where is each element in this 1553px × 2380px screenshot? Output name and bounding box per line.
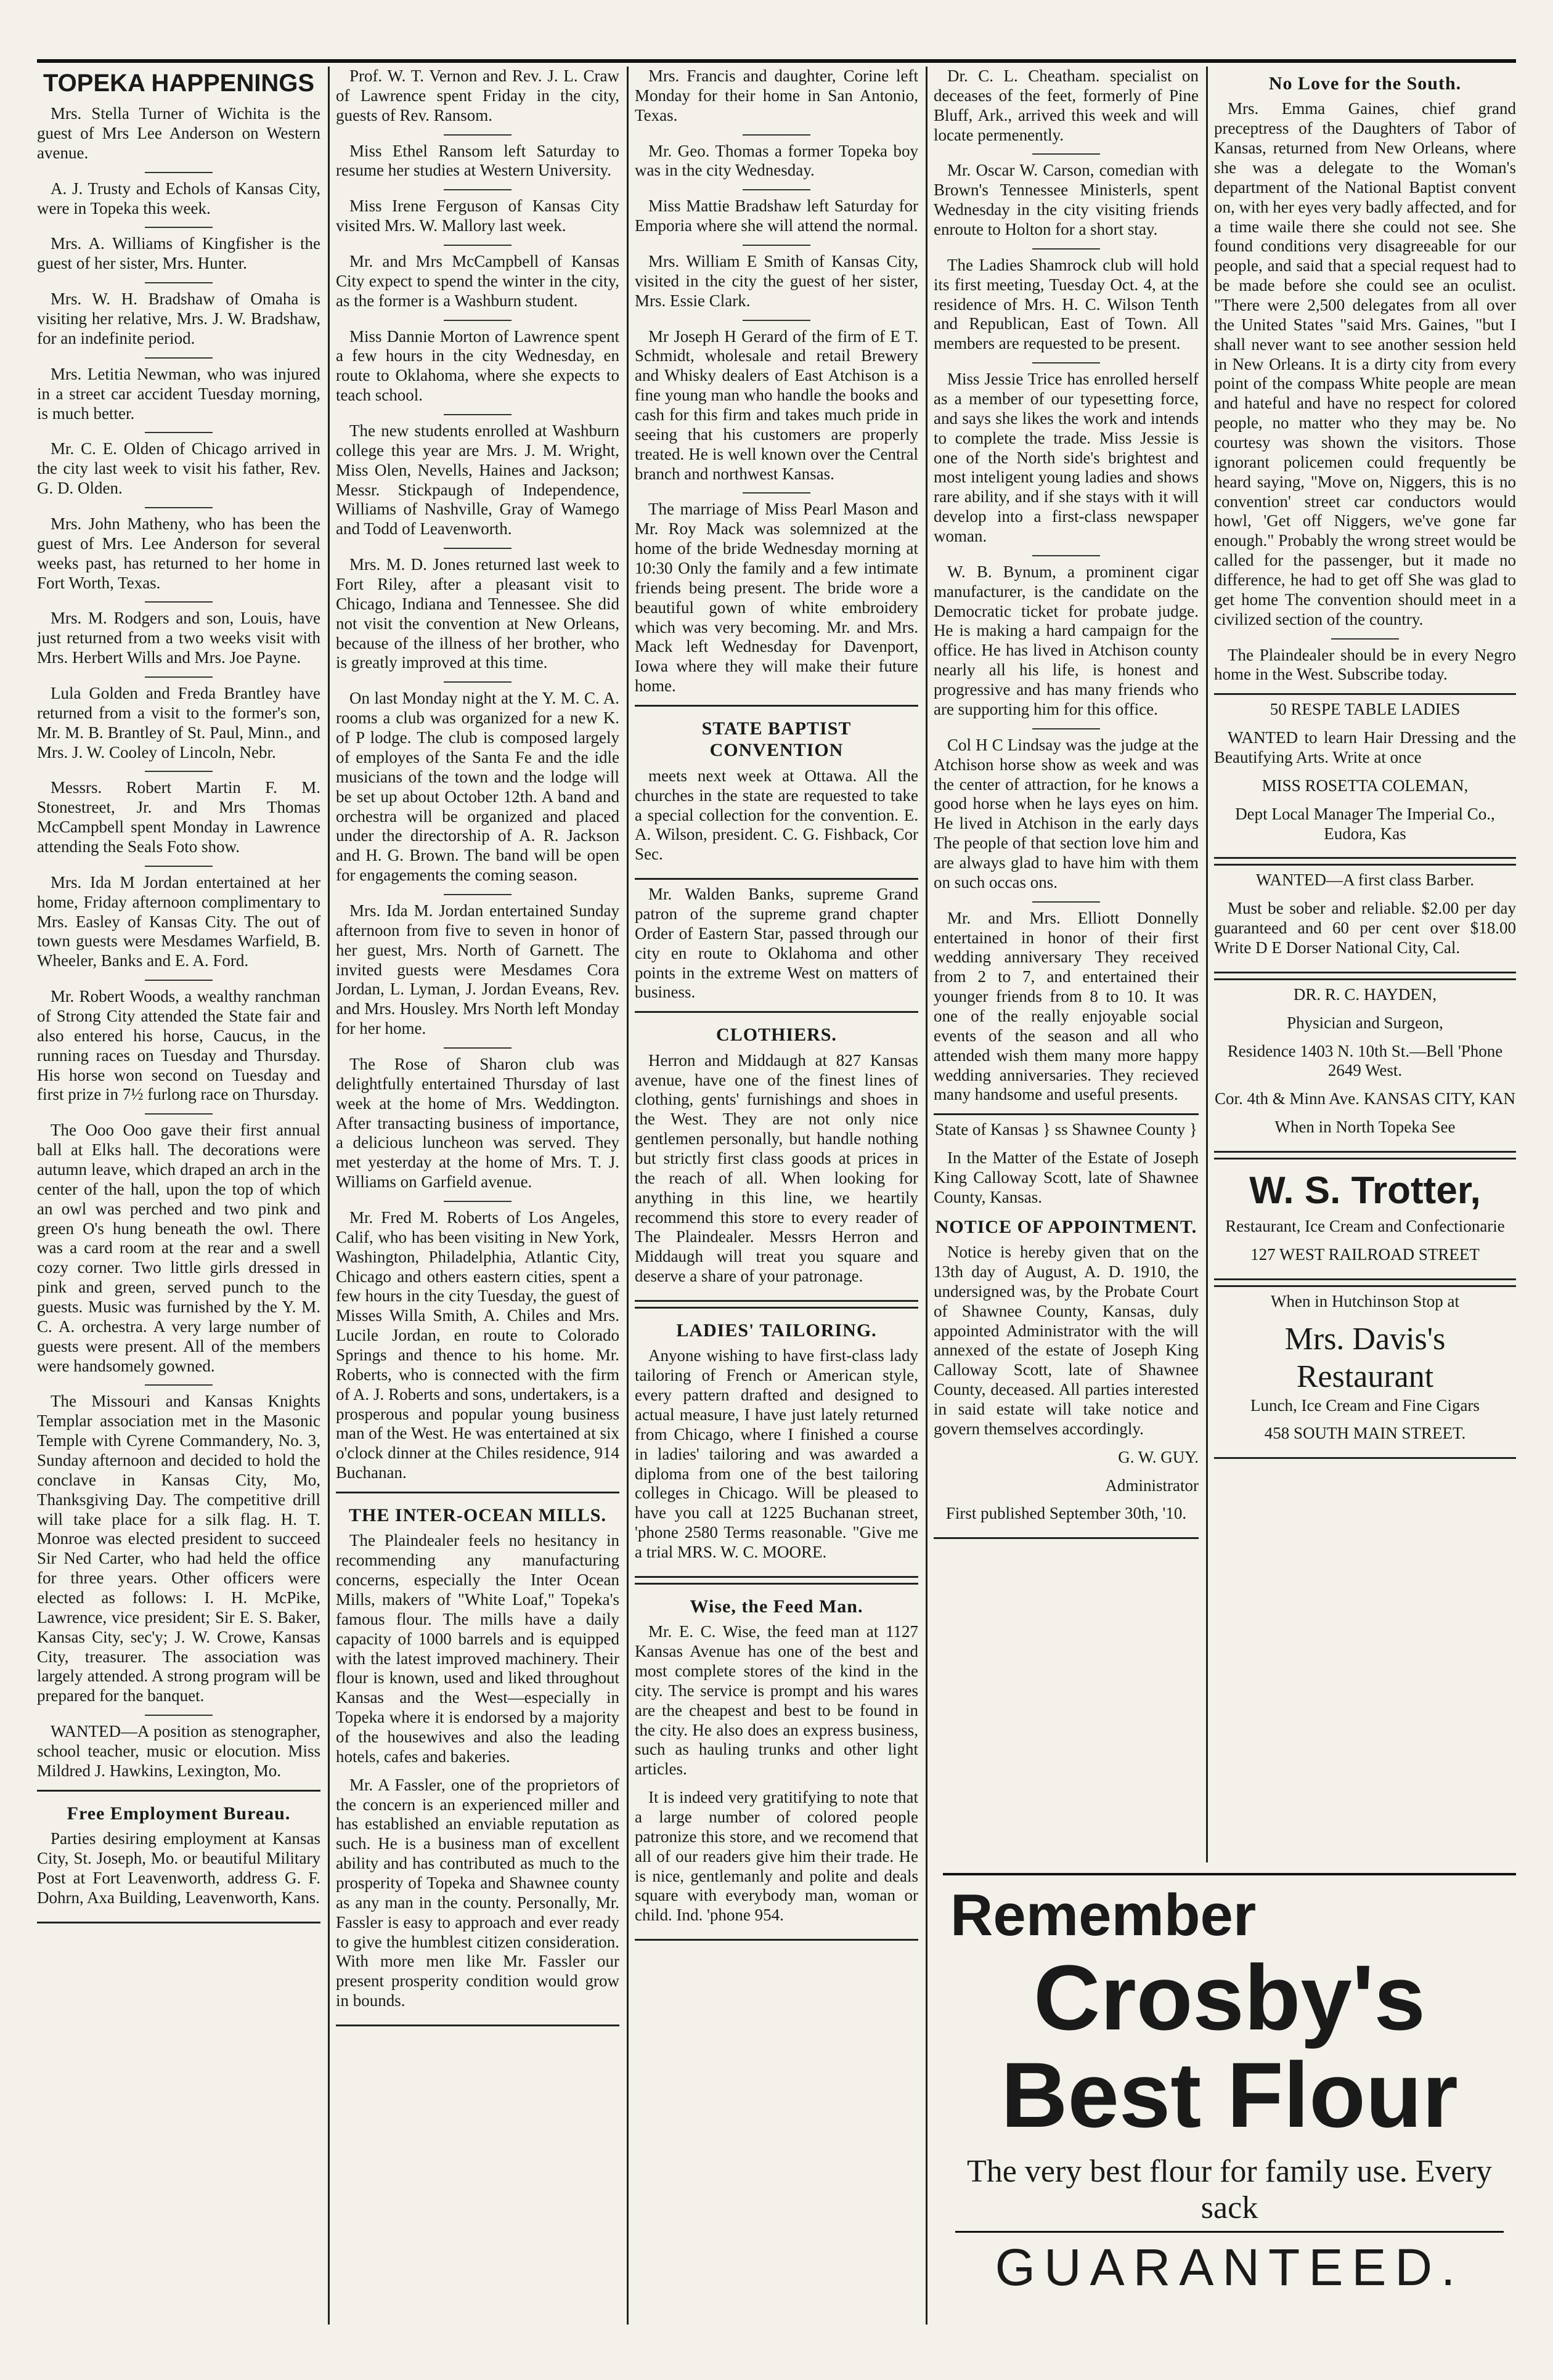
ad-title: Wise, the Feed Man. xyxy=(690,1596,863,1617)
ladies-tailoring-ad xyxy=(635,1307,918,1578)
separator xyxy=(1032,728,1100,729)
separator xyxy=(145,980,213,981)
subscribe-note: The Plaindealer should be in every Negro home in the West. Subscribe today. xyxy=(1214,645,1516,684)
separator xyxy=(743,189,810,190)
ad-text: Parties desiring employment at Kansas City, St. Joseph, Mo. or beautiful Military Post at Fort Leavenworth, address G. F. Dohrn, Axa Building, Leavenworth, Kans. xyxy=(37,1829,320,1907)
ad-text: Herron and Middaugh at 827 Kansas avenue, have one of the finest lines of clothing, gents' furnishings and shoes in the West. They are not only nice gentlemen personally, but handle nothing but strictly first class goods at prices in the reach of all. When looking for anything in this line, we heartily recommend this store to every reader of The Plaindealer. Messrs Herron and Middaugh will treat you square and deserve a share of your patronage. xyxy=(635,1050,918,1286)
ad-title: WANTED—A first class Barber. xyxy=(1256,871,1474,890)
ad-text: It is indeed very gratitifying to note that a large number of colored people patronize this store, and we recomend that all of our readers give him their trade. He is nice, gentlemanly and polite and deals square with everybody man, woman or child. Ind. 'phone 954. xyxy=(635,1788,918,1925)
news-item: Mr. Fred M. Roberts of Los Angeles, Calif, who has been visiting in New York, Washington, Philadelphia, Atlantic City, Chicago and others eastern cities, spent a few hours in the city Tuesday, the guest of Misses Willa Smith, A. Chiles and Mrs. Lucile Jordan, en route to Colorado Springs and thence to his home. Mr. Roberts, who is connected with the firm of A. J. Roberts and sons, undertakers, is a prosperous and popular young business man of the West. He was entertained at six o'clock dinner at the Chiles residence, 914 Buchanan. xyxy=(336,1208,619,1482)
notice-published: First published September 30th, '10. xyxy=(945,1504,1187,1523)
separator xyxy=(444,134,512,136)
ad-north: When in North Topeka See xyxy=(1274,1118,1456,1137)
ad-text: Must be sober and reliable. $2.00 per day guaranteed and 60 per cent over $18.00 Write D E Dorser National City, Cal. xyxy=(1214,899,1516,957)
news-item: Col H C Lindsay was the judge at the Atchison horse show as week and was the center of attraction, for he knows a good horse when he lays eyes on him. He lived in Atchison in the early days The people of that section love him and are always glad to have him with them on such occas ons. xyxy=(934,735,1199,891)
news-item: Mrs. W. H. Bradshaw of Omaha is visiting her relative, Mrs. J. W. Bradshaw, for an indefinite period. xyxy=(37,290,320,347)
news-item: The Missouri and Kansas Knights Templar association met in the Masonic Temple with Cyrene Commandery, No. 3, Sunday afternoon and decided to hold the conclave in Kansas City, Mo, Thanksgiving Day. The competitive drill will take place for a silk flag. H. T. Monroe was elected president to succeed Sir Ned Carter, who had held the office for three years. Other officers were elected as follows: I. H. McPike, Lawrence, vice president; Sir E. S. Baker, Kansas City, sec'y; J. W. Crowe, Kansas City, treasurer. The association was largely attended. A strong program will be prepared for the banquet. xyxy=(37,1392,320,1705)
news-item: A. J. Trusty and Echols of Kansas City, were in Topeka this week. xyxy=(37,179,320,217)
notice-title: STATE BAPTIST CONVENTION xyxy=(701,718,852,761)
news-item: Mrs. William E Smith of Kansas City, visited in the city the guest of her sister, Mrs. Essie Clark. xyxy=(635,252,918,310)
separator xyxy=(145,282,213,283)
news-item: Miss Dannie Morton of Lawrence spent a few hours in the city Wednesday, en route to Oklahoma, where she expects to teach school. xyxy=(336,327,619,405)
ad-title: LADIES' TAILORING. xyxy=(676,1320,877,1341)
news-item: The Ooo Ooo gave their first annual ball at Elks hall. The decorations were autumn leave, which draped an arch in the center of the hall, upon the top of which an owl was perched and two pink and green O's hung beneath the owl. There was a card room at the rear and a swell cozy corner. Two little girls dressed in pink and green, served punch to the guests. Music was furnished by the Y. M. C. A. orchestra. A very large number of guests were present. All of the members were handsomely gowned. xyxy=(37,1121,320,1375)
separator xyxy=(743,492,810,493)
news-item: The new students enrolled at Washburn college this year are Mrs. J. M. Wright, Miss Olen, Nevells, Haines and Jackson; Messr. Stickpaugh of Independence, Williams of Nashville, Gray of Wamego and Todd of Leavenworth. xyxy=(336,421,619,538)
clothiers-ad xyxy=(635,1011,918,1302)
column-1 xyxy=(37,67,320,2331)
separator xyxy=(1032,555,1100,556)
inter-ocean-mills-ad xyxy=(336,1492,619,2026)
news-item: Miss Irene Ferguson of Kansas City visited Mrs. W. Mallory last week. xyxy=(336,197,619,235)
notice-matter: In the Matter of the Estate of Joseph King Calloway Scott, late of Shawnee County, Kansas. xyxy=(934,1148,1199,1206)
separator xyxy=(444,245,512,246)
column-rule xyxy=(627,67,629,2325)
separator xyxy=(145,1113,213,1115)
column-rule xyxy=(328,67,330,2325)
separator xyxy=(145,172,213,173)
news-item: Mr. Geo. Thomas a former Topeka boy was in the city Wednesday. xyxy=(635,141,918,180)
news-item: W. B. Bynum, a prominent cigar manufacturer, is the candidate on the Democratic ticket for probate judge. He is making a hard campaign for the office. He has lived in Atchison county nearly all his life, is honest and progressive and has many friends who are supporting him for this office. xyxy=(934,562,1199,718)
ad-title: Free Employment Bureau. xyxy=(67,1803,291,1824)
separator xyxy=(145,1715,213,1716)
news-item: Mr. and Mrs. Elliott Donnelly entertained in honor of their first wedding anniversary They received from 2 to 7, and entertained their younger friends from 8 to 10. It was one of the really enjoyable social events of the season and all who attended wish them many more happy wedding anniversaries. They recieved many handsome and useful presents. xyxy=(934,908,1199,1104)
separator xyxy=(1032,153,1100,155)
crosby-flour-ad xyxy=(943,1873,1516,2331)
barber-wanted-ad xyxy=(1214,864,1516,973)
separator xyxy=(145,357,213,359)
physician-card xyxy=(1214,978,1516,1153)
notice-text: Notice is hereby given that on the 13th day of August, A. D. 1910, the undersigned was, by the Probate Court of Shawnee County, Kansas, duly appointed Administrator with the will annexed of the estate of Joseph King Calloway Scott, late of Shawnee County, deceased. All parties interested in said estate will take notice and govern themselves accordingly. xyxy=(934,1243,1199,1438)
notice-role: Administrator xyxy=(1105,1476,1199,1495)
news-item: Mr. Walden Banks, supreme Grand patron of the supreme grand chapter Order of Eastern Star, passed through our city en route to Oklahoma and other points in the extreme West on matters of business. xyxy=(635,885,918,1002)
news-item: WANTED—A position as stenographer, school teacher, music or elocution. Miss Mildred J. Hawkins, Lexington, Mo. xyxy=(37,1722,320,1780)
ad-name: W. S. Trotter, xyxy=(1249,1169,1481,1212)
news-item: Mrs. Francis and daughter, Corine left Monday for their home in San Antonio, Texas. xyxy=(635,67,918,124)
separator xyxy=(743,134,810,136)
top-rule xyxy=(37,59,1516,63)
news-item: Mrs. M. Rodgers and son, Louis, have just returned from a two weeks visit with Mrs. Herbert Wills and Mrs. Joe Payne. xyxy=(37,609,320,667)
ad-brand: Crosby's Best Flour xyxy=(1001,1946,1458,2146)
ad-tagline: The very best flour for family use. Every sack xyxy=(967,2154,1492,2225)
separator xyxy=(444,1047,512,1049)
notice-signature: G. W. GUY. xyxy=(1118,1447,1199,1466)
column-2 xyxy=(336,67,619,2331)
feed-man-ad xyxy=(635,1583,918,1941)
news-item: Prof. W. T. Vernon and Rev. J. L. Craw of Lawrence spent Friday in the city, guests of Rev. Ransom. xyxy=(336,67,619,124)
ad-text: The Plaindealer feels no hesitancy in recommending any manufacturing concerns, especially the Inter Ocean Mills, makers of "White Loaf," Topeka's famous flour. The mills have a daily capacity of 1000 barrels and is equipped with the latest improved machinery. Their flour is known, used and liked throughout Kansas and the West—especially in Topeka where it is endorsed by a majority of the housewives and also the leading hotels, cafes and bakeries. xyxy=(336,1531,619,1766)
separator xyxy=(1331,638,1399,640)
news-item: Lula Golden and Freda Brantley have returned from a visit to the former's son, Mr. M. B. Brantley of St. Paul, Minn., and Mrs. J. W. Cooley of Lincoln, Nebr. xyxy=(37,683,320,762)
separator xyxy=(444,189,512,190)
trotter-ad xyxy=(1214,1158,1516,1280)
notice-title: NOTICE OF APPOINTMENT. xyxy=(935,1216,1197,1237)
column-rule xyxy=(1206,67,1208,1862)
separator xyxy=(145,432,213,433)
separator xyxy=(444,548,512,549)
separator xyxy=(444,1201,512,1202)
ad-sub: Restaurant, Ice Cream and Confectionarie xyxy=(1225,1217,1505,1236)
ad-text: Mr. E. C. Wise, the feed man at 1127 Kansas Avenue has one of the best and most complete stores of the kind in the city. The service is prompt and his wares are the cheapest and best to be found in the city. He also does an express business, such as hauling trunks and other light articles. xyxy=(635,1622,918,1779)
news-item: Mrs. Letitia Newman, who was injured in a street car accident Tuesday morning, is much better. xyxy=(37,364,320,423)
notice-state: State of Kansas } ss Shawnee County } xyxy=(935,1120,1197,1139)
ad-office: Cor. 4th & Minn Ave. KANSAS CITY, KAN xyxy=(1214,1089,1516,1108)
ad-text: Mr. A Fassler, one of the proprietors of the concern is an experienced miller and has established an enviable reputation as such. He is a business man of excellent ability and has contributed as much to the prosperity of Topeka and Shawnee county as any man in the county. Personally, Mr. Fassler is easy to approach and ever ready to give the humblest citizen consideration. With more men like Mr. Fassler our present prosperity condition would grow in bounds. xyxy=(336,1775,619,2010)
notice-text: meets next week at Ottawa. All the churches in the state are requested to take a special collection for the convention. E. A. Wilson, president. C. G. Fishback, Cor Sec. xyxy=(635,766,918,864)
ad-text: Anyone wishing to have first-class lady tailoring of French or American style, every pattern drafted and designed to actual measure, I have just lately returned from Chicago, where I finished a course in ladies' tailoring and was awarded a diploma from one of the best tailoring colleges in Chicago. Will be pleased to have you call at 1225 Buchanan street, 'phone 2580 Terms reasonable. "Give me a trial MRS. W. C. MOORE. xyxy=(635,1346,918,1561)
ad-pre: When in Hutchinson Stop at xyxy=(1271,1291,1459,1310)
ad-name: Mrs. Davis's Restaurant xyxy=(1284,1321,1446,1395)
ad-name: MISS ROSETTA COLEMAN, xyxy=(1262,776,1469,795)
separator xyxy=(444,681,512,683)
separator xyxy=(1032,248,1100,250)
news-item: Mrs. M. D. Jones returned last week to Fort Riley, after a pleasant visit to Chicago, Indiana and Tennessee. She did not visit the convention at New Orleans, because of the illness of her brother, who is greatly improved at this time. xyxy=(336,555,619,672)
legal-notice xyxy=(934,1113,1199,1539)
separator xyxy=(444,894,512,895)
ladies-wanted-ad xyxy=(1214,693,1516,859)
news-item: The marriage of Miss Pearl Mason and Mr. Roy Mack was solemnized at the home of the bride Wednesday morning at 10:30 Only the family and a few intimate friends being present. The bride wore a beautiful gown of white embroidery which was very becoming. Mr. and Mrs. Mack left Wednesday for Davenport, Iowa where they will make their future home. xyxy=(635,500,918,696)
ad-sub: Lunch, Ice Cream and Fine Cigars xyxy=(1250,1395,1480,1415)
separator xyxy=(145,866,213,867)
separator xyxy=(444,320,512,321)
ad-title: 50 RESPE TABLE LADIES xyxy=(1270,700,1461,719)
separator xyxy=(1032,362,1100,363)
article-heading: No Love for the South. xyxy=(1268,73,1462,94)
news-item: Mrs. Ida M Jordan entertained at her home, Friday afternoon complimentary to Mrs. Easley of Kansas City. The out of town guests were Mesdames Warfield, B. Wheeler, Banks and E. A. Ford. xyxy=(37,872,320,970)
ad-text: WANTED to learn Hair Dressing and the Beautifying Arts. Write at once xyxy=(1214,728,1516,767)
news-item: Miss Ethel Ransom left Saturday to resume her studies at Western University. xyxy=(336,141,619,180)
separator xyxy=(743,245,810,246)
separator xyxy=(743,320,810,321)
employment-bureau-ad xyxy=(37,1790,320,1923)
separator xyxy=(145,1384,213,1386)
ad-title: THE INTER-OCEAN MILLS. xyxy=(349,1505,606,1525)
separator xyxy=(444,414,512,415)
news-item: Mr. C. E. Olden of Chicago arrived in the city last week to visit his father, Rev. G. D. Olden. xyxy=(37,439,320,498)
news-item: Messrs. Robert Martin F. M. Stonestreet, Jr. and Mrs Thomas McCampbell spent Monday in Lawrence attending the Seals Foto show. xyxy=(37,778,320,856)
ad-remember: Remember xyxy=(950,1882,1257,1948)
news-item: Mr. Robert Woods, a wealthy ranchman of Strong City attended the State fair and also entered his horse, Caucus, in the running races on Tuesday and Thursday. His horse won second on Tuesday and first prize in 7½ furlong race on Thursday. xyxy=(37,987,320,1104)
column-3 xyxy=(635,67,918,2331)
news-item: Miss Mattie Bradshaw left Saturday for Emporia where she will attend the normal. xyxy=(635,197,918,235)
article-text: Mrs. Emma Gaines, chief grand preceptress of the Daughters of Tabor of Kansas, returned from New Orleans, where she was a delegate to the Woman's department of the National Baptist convent on, with her eyes very badly affected, and for a time waile there she could not see. She found conditions very disagreeable for our people, and said that a special request had to be made before she could see an oculist. "There were 2,500 delegates from all over the United States "said Mrs. Gaines, "but I shall never want to see another session held in New Orleans. It is a dirty city from every point of the compass White people are mean and hateful and have no respect for colored people, no matter who they may be. No courtesy was shown the visitors. Those ignorant policemen could frequently be heard saying, "Move on, Niggers, this is no convention' street car conductors would howl, 'Get off Niggers, we've gone far enough." Probably the wrong street would be called for the passenger, but it made no difference, he had to get off She was glad to get home The convention should meet in a civilized section of the country. xyxy=(1214,99,1516,628)
news-item: Mrs. A. Williams of Kingfisher is the guest of her sister, Mrs. Hunter. xyxy=(37,234,320,273)
ad-title: CLOTHIERS. xyxy=(716,1025,837,1046)
news-item: Mrs. John Matheny, who has been the guest of Mrs. Lee Anderson for several weeks past, has returned to her home in Fort Worth, Texas. xyxy=(37,514,320,592)
column-rule xyxy=(926,67,927,2325)
ad-sub: Dept Local Manager The Imperial Co., Eudora, Kas xyxy=(1235,804,1495,843)
separator xyxy=(145,601,213,603)
baptist-convention-notice xyxy=(635,705,918,880)
davis-restaurant-ad xyxy=(1214,1285,1516,1459)
separator xyxy=(145,507,213,508)
news-item: Mr. and Mrs McCampbell of Kansas City expect to spend the winter in the city, as the former is a Washburn student. xyxy=(336,252,619,310)
news-item: Mr Joseph H Gerard of the firm of E T. Schmidt, wholesale and retail Brewery and Whisky dealers of East Atchison is a fine young man who handle the books and cash for this firm and takes much pride in seeing that his customers are properly treated. He is well known over the Central branch and northwest Kansas. xyxy=(635,327,918,483)
separator xyxy=(145,771,213,772)
news-item: Miss Jessie Trice has enrolled herself as a member of our typesetting force, and says she likes the work and intends to complete the trade. Miss Jessie is one of the North side's brightest and most inteligent young ladies and shows rare ability, and if she stays with it will develop into a first-class newspaper woman. xyxy=(934,370,1199,546)
separator xyxy=(145,227,213,228)
news-item: Dr. C. L. Cheatham. specialist on deceases of the feet, formerly of Pine Bluff, Ark., arrived this week and will locate permenently. xyxy=(934,67,1199,144)
ad-address: 458 SOUTH MAIN STREET. xyxy=(1264,1424,1466,1443)
ad-address: 127 WEST RAILROAD STREET xyxy=(1250,1245,1480,1264)
separator xyxy=(145,676,213,678)
ad-role: Physician and Surgeon, xyxy=(1287,1013,1443,1032)
column-5 xyxy=(1214,67,1516,1862)
news-item: The Ladies Shamrock club will hold its first meeting, Tuesday Oct. 4, at the residence of Mrs. H. C. Wilson Tenth and Republican, East of Town. All members are requested to be present. xyxy=(934,255,1199,353)
ad-name: DR. R. C. HAYDEN, xyxy=(1293,985,1437,1004)
column-4 xyxy=(934,67,1199,1862)
ad-guaranteed: GUARANTEED. xyxy=(995,2238,1464,2296)
news-item: Mr. Oscar W. Carson, comedian with Brown's Tennessee Ministerls, spent Wednesday in the city visiting friends enroute to Holton for a short stay. xyxy=(934,161,1199,239)
news-item: Mrs. Stella Turner of Wichita is the guest of Mrs Lee Anderson on Western avenue. xyxy=(37,104,320,162)
news-item: Mrs. Ida M. Jordan entertained Sunday afternoon from five to seven in honor of her guest, Mrs. North of Garnett. The invited guests were Mesdames Cora Jordan, L. Lyman, J. Jordan Eveans, Rev. and Mrs. Housley. Mrs North left Monday for her home. xyxy=(336,901,619,1038)
ad-address: Residence 1403 N. 10th St.—Bell 'Phone 2649 West. xyxy=(1227,1041,1503,1080)
news-item: On last Monday night at the Y. M. C. A. rooms a club was organized for a new K. of P lodge. The club is composed largely of employes of the Santa Fe and the idle musicians of the town and the lodge will be set up about October 12th. A band and orchestra will be organized and placed under the directorship of A. R. Jackson and H. G. Brown. The band will be open for engagements the coming season. xyxy=(336,689,619,885)
ad-rule xyxy=(955,2231,1504,2233)
section-title: TOPEKA HAPPENINGS xyxy=(43,70,315,97)
separator xyxy=(1032,901,1100,903)
news-item: The Rose of Sharon club was delightfully entertained Thursday of last week at the home of Mrs. Weddington. After transacting business of importance, a delicious luncheon was served. They met yesterday at the home of Mrs. T. J. Williams on Garfield avenue. xyxy=(336,1054,619,1192)
